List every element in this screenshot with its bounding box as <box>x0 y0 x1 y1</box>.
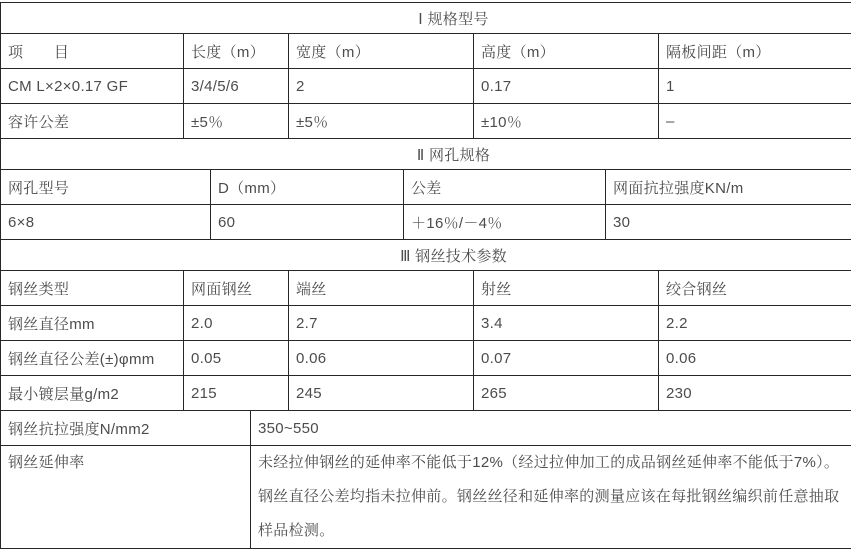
table-row <box>1 341 851 376</box>
data-cell: 0.06 <box>289 341 474 376</box>
data-cell: 0.17 <box>474 69 659 104</box>
mesh-spec-table <box>0 138 851 240</box>
data-cell: 60 <box>211 205 404 240</box>
header-cell-mesh-wire: 网面钢丝 <box>184 271 289 306</box>
row-label-diameter-tolerance: 钢丝直径公差(±)φmm <box>1 341 184 376</box>
wire-parameters-table <box>0 239 851 411</box>
header-cell-mesh-tensile-strength: 网面抗拉强度KN/m <box>606 170 851 205</box>
table-row <box>1 104 851 139</box>
header-cell-wire-type: 钢丝类型 <box>1 271 184 306</box>
header-cell-d-mm: D（mm） <box>211 170 404 205</box>
section1-header-row <box>1 34 851 69</box>
row-label-min-coating: 最小镀层量g/m2 <box>1 376 184 411</box>
header-cell-lacing-wire: 射丝 <box>474 271 659 306</box>
row-label-elongation: 钢丝延伸率 <box>1 446 251 549</box>
header-cell-height: 高度（m） <box>474 34 659 69</box>
section2-header-row <box>1 170 851 205</box>
header-cell-length: 长度（m） <box>184 34 289 69</box>
section3-header-row <box>1 271 851 306</box>
data-cell: ±5％ <box>184 104 289 139</box>
section1-title: Ⅰ 规格型号 <box>1 3 851 34</box>
data-cell: 265 <box>474 376 659 411</box>
data-cell: 230 <box>659 376 851 411</box>
data-cell: 3.4 <box>474 306 659 341</box>
data-cell: 1 <box>659 69 851 104</box>
data-cell: 0.06 <box>659 341 851 376</box>
data-cell: 30 <box>606 205 851 240</box>
wire-strength-table <box>0 410 851 549</box>
data-cell: 215 <box>184 376 289 411</box>
section3-title: Ⅲ 钢丝技术参数 <box>1 240 851 271</box>
header-cell-item: 项 目 <box>1 34 184 69</box>
data-cell: 2.7 <box>289 306 474 341</box>
table-row <box>1 446 851 549</box>
section3-title-row <box>1 240 851 271</box>
data-cell: 245 <box>289 376 474 411</box>
row-label-tensile-strength: 钢丝抗拉强度N/mm2 <box>1 411 251 446</box>
data-cell: 3/4/5/6 <box>184 69 289 104</box>
row-label-model: CM L×2×0.17 GF <box>1 69 184 104</box>
header-cell-diaphragm-spacing: 隔板间距（m） <box>659 34 851 69</box>
header-cell-mesh-type: 网孔型号 <box>1 170 211 205</box>
header-cell-stranded-wire: 绞合钢丝 <box>659 271 851 306</box>
section2-title: Ⅱ 网孔规格 <box>1 139 851 170</box>
elongation-note: 未经拉伸钢丝的延伸率不能低于12%（经过拉伸加工的成品钢丝延伸率不能低于7%）。钢丝直径公差均指未拉伸前。钢丝丝径和延伸率的测量应该在每批钢丝编织前任意抽取样品检测。 <box>251 446 851 549</box>
spec-model-table <box>0 2 851 139</box>
row-label-tolerance: 容许公差 <box>1 104 184 139</box>
header-cell-width: 宽度（m） <box>289 34 474 69</box>
section1-title-row <box>1 3 851 34</box>
data-cell: – <box>659 104 851 139</box>
data-cell: 0.07 <box>474 341 659 376</box>
header-cell-tolerance: 公差 <box>404 170 606 205</box>
header-cell-edge-wire: 端丝 <box>289 271 474 306</box>
data-cell: 6×8 <box>1 205 211 240</box>
data-cell: ±10％ <box>474 104 659 139</box>
table-row <box>1 376 851 411</box>
table-row <box>1 69 851 104</box>
section2-title-row <box>1 139 851 170</box>
table-row <box>1 411 851 446</box>
table-row <box>1 306 851 341</box>
table-row <box>1 205 851 240</box>
data-cell: 0.05 <box>184 341 289 376</box>
data-cell: ＋16％/－4％ <box>404 205 606 240</box>
data-cell: 2 <box>289 69 474 104</box>
data-cell: ±5％ <box>289 104 474 139</box>
data-cell: 350~550 <box>251 411 851 446</box>
data-cell: 2.0 <box>184 306 289 341</box>
data-cell: 2.2 <box>659 306 851 341</box>
row-label-wire-diameter: 钢丝直径mm <box>1 306 184 341</box>
